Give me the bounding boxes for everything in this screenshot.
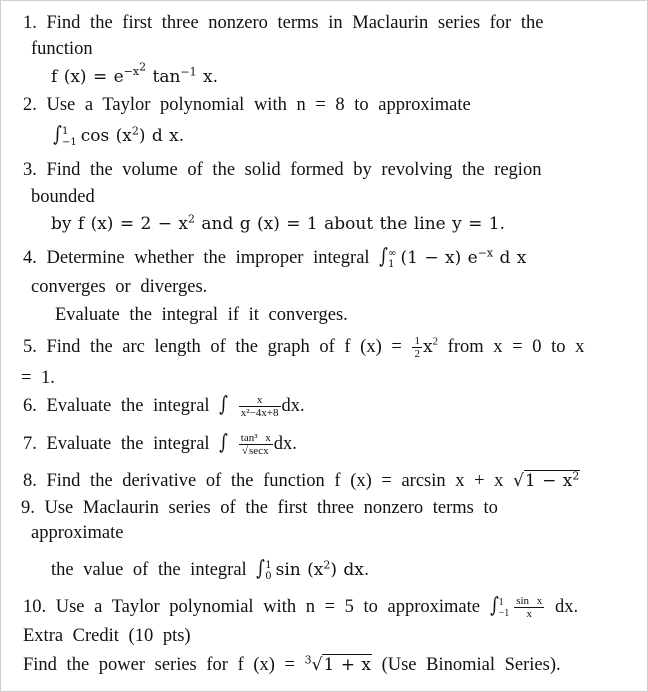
problem-9-formula: the value of the integral ∫ 1 0 $\sin (x^2)$ dx. [51, 556, 370, 582]
extra-credit-title: Extra Credit (10 pts) [23, 626, 191, 646]
integral-sign-icon: ∫ [53, 122, 62, 146]
problem-2-text: 2. Use a Taylor polynomial with n = 8 to approximate [23, 95, 471, 115]
extra-credit-text: Find the power series for f (x) = $^3$√1 + x (Use Binomial Series). [23, 653, 561, 675]
integral-sign-icon: ∫ [219, 392, 229, 416]
problem-9-text: 9. Use Maclaurin series of the first three nonzero terms to [21, 498, 498, 518]
integral-sign-icon: ∫ [379, 244, 389, 268]
problem-1-text: 1. Find the first three nonzero terms in Maclaurin series for the [23, 13, 544, 33]
problem-7-text: 7. Evaluate the integral ∫ $\frac{\text{tan³ x}}{√\sec x}$ dx. [23, 430, 297, 458]
problem-8-text: 8. Find the derivative of the function f (x) = arcsin x + x $√1 - x^2$ [23, 469, 580, 491]
problem-10-text: 10. Use a Taylor polynomial with n = 5 to approximate ∫ 1 −1 $\frac{\text{sin x}}{x}$ dx. [23, 593, 579, 621]
problem-4-text-instr: Evaluate the integral if it converges. [55, 305, 348, 325]
problem-3-formula: by f $(x) = 2 - x^2$ and g (x) = 1 about the line y = 1. [51, 212, 505, 234]
integral-sign-icon: ∫ [256, 556, 266, 580]
problem-1-text-cont: function [31, 39, 93, 59]
integral-sign-icon: ∫ [219, 430, 229, 454]
problem-3-text-cont: bounded [31, 187, 95, 207]
problem-2-integral: ∫ 1 −1 $\cos (x^2)$ d x. [53, 122, 185, 148]
problem-6-text: 6. Evaluate the integral ∫ $\frac{x}{\text{x²−4x+8}}$ dx. [23, 392, 305, 420]
problem-4-text: 4. Determine whether the improper integral ∫ ∞ 1 (1 − x) $e^{-x}$ d x [23, 244, 527, 270]
problem-1-formula: f $(x) = e^{-x^2}$ $\tan^{-1} x$. [51, 60, 219, 87]
problem-3-text: 3. Find the volume of the solid formed by revolving the region [23, 160, 542, 180]
integral-sign-icon: ∫ [489, 593, 499, 617]
problem-9-text-cont: approximate [31, 523, 124, 543]
problem-5-text-cont: = 1. [21, 368, 55, 388]
problem-4-text-cont: converges or diverges. [31, 277, 208, 297]
problem-5-text: 5. Find the arc length of the graph of f (x) = $\frac{1}{2}$ $x^2$ from x = 0 to x [23, 335, 585, 360]
